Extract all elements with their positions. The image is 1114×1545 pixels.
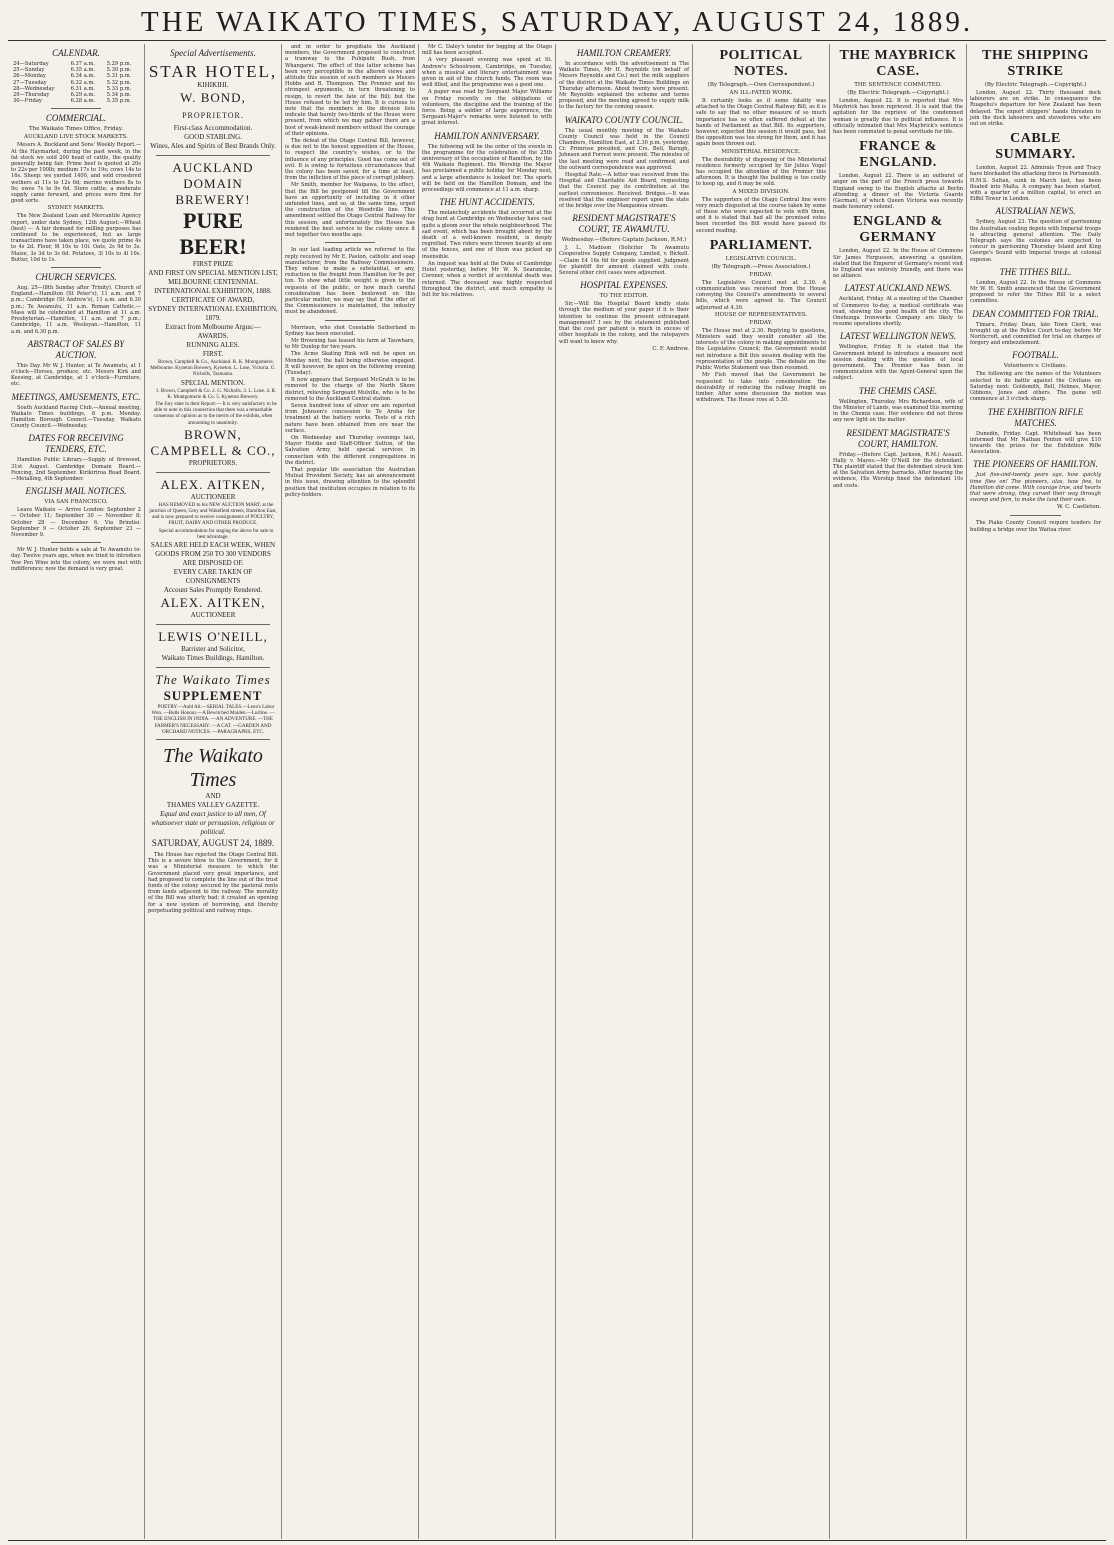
friday-label: FRIDAY. (749, 271, 773, 278)
rm-court-sub: Wednesday.—(Before Captain Jackson, R.M.) (561, 237, 687, 244)
calendar-heading: CALENDAR. (52, 48, 100, 58)
paper-note: A paper was read by Sergeant Major Williams on Friday recently on the obligations of volunteers, the discipline and the training of the force. Being a soldier of large experience, the Sergeant-Major's remarks were listened to with great interest. (422, 89, 552, 127)
column-1 (8, 44, 145, 1539)
calendar-cell: 5.29 p.m. (106, 61, 132, 67)
awards: AWARDS. (197, 332, 229, 340)
meetings-text: South Auckland Racing Club.—Annual meeting, Waikato Times buildings, 8 p.m. Monday. Hamilton Borough Council.—Tuesday. Waikato County Council.—Wednesday. (11, 404, 141, 430)
special-accommodation: Special accommodation for staging the above for sale to best advantage. (158, 527, 274, 540)
divider (156, 667, 270, 668)
aitken-ad (148, 477, 278, 620)
rm-hamilton-heading: RESIDENT MAGISTRATE'S COURT, HAMILTON. (846, 427, 950, 449)
calendar-cell: 5.33 p.m. (106, 85, 132, 92)
ministerial-text: The desirability of disposing of the Ministerial residence formerly occupied by Sir Julius Vogel has occupied the attention of the Premier this afternoon. It is thought the building is too costly to keep up, and it may be sold. (696, 156, 826, 188)
cable-text: London, August 22. Admirals Tryon and Tracy have blockaded the attacking force in Portsmouth. H.M.S. Sultan, sunk in March last, has been floated into Malta. A company has been started, with a quarter of a million capital, to erect an Eiffel Tower in London. (970, 165, 1101, 203)
germany-text: London, August 22. In the House of Commons Sir James Fergusson, answering a question, stated that the Emperor of Germany's recent visit to England was entirely friendly, and there was no alliance. (833, 248, 963, 280)
legislative-heading: LEGISLATIVE COUNCIL. (725, 255, 797, 262)
cable-heading: CABLE SUMMARY. (995, 131, 1076, 163)
hospital-sub: TO THE EDITOR. (599, 293, 649, 300)
winners-special: 1. Brown, Campbell & Co. 2. G. Nicholls. 3. L. Lose. 4. R. K. Montgomerie & Co. 5. Kyneton Brewery. (155, 387, 277, 400)
daley-note: Mr C. Daley's tender for logging at the Otago mill has been accepted. (422, 44, 552, 57)
jury-note: The Jury state in their Report:— It is very satisfactory to be able to note in this connection that there was a remarkable consensus of opinion as to the merits of the exhibits, often amounting to unanimity. (153, 401, 277, 426)
rm-hamilton-text: Friday.—(Before Capt. Jackson, R.M.) Assault. Hally v. Mayes.—Mr O'Neill for the defendant. The plaintiff stated that the defendant struck him at the Salvation Army barracks. After hearing the evidence, His Worship fined the defendant 10s and costs. (833, 451, 963, 489)
times-title: The Waikato Times (163, 745, 263, 792)
star-hotel-place: KIHIKIHI. (197, 81, 229, 89)
football-sub: Volunteers v. Civilians. (1003, 363, 1068, 370)
mixed-text: The supporters of the Otago Central line were very much disgusted at the course taken by some of those who were expected to vote with them, and it is stated that had all the promised votes been recorded the Bill would have passed its second reading. (696, 196, 826, 234)
leader-text: The House has rejected the Otago Central Bill. This is a severe blow to the Government, for it was a Ministerial measure to which the Government placed very great importance, and had proposed to complete the line out of the trust funds of the colony secured by the pastoral rents from lands adjacent to the railway. The morality of the Bill was utterly bad; it created an opening for a new system of borrowing, and thereby perpetuating political and railway rings. (148, 852, 278, 914)
calendar-row (11, 73, 141, 79)
supplement-title: The Waikato Times (155, 672, 271, 688)
maybrick-sub: THE SENTENCE COMMUTED. (854, 82, 942, 88)
brown-campbell: BROWN, CAMPBELL & CO., (150, 426, 276, 458)
rm-court-heading: RESIDENT MAGISTRATE'S COURT, TE AWAMUTU. (572, 213, 676, 235)
aitken-title-2: ALEX. AITKEN, (160, 595, 266, 611)
calendar-cell: 6.32 a.m. (70, 79, 96, 86)
creamery-text: In accordance with the advertisement in The Waikato Times, Mr H. Reynolds (on behalf of Messrs Reynolds and Co.) met the milk suppliers of the district at the Waikato Times Buildings on Thursday afternoon. About twenty were present. Mr Reynolds explained the scheme and terms proposed, and the meeting agreed to supply milk to the factory for the coming season. (559, 61, 689, 111)
closing-text: Mr W. J. Hunter holds a sale at Te Awamutu to-day. Twelve years ago, when we tried to introduce Yew Pen Wine into the colony, we were met with indifference; now the demand is very great. (11, 547, 141, 572)
chemis-heading: THE CHEMIS CASE. (858, 385, 938, 396)
political-sub: (By Telegraph.—Own Correspondent.) (707, 82, 815, 88)
auckland-heading: LATEST AUCKLAND NEWS. (844, 283, 952, 294)
rifle-heading: THE EXHIBITION RIFLE MATCHES. (987, 406, 1084, 428)
ads-heading: Special Advertisements. (170, 48, 256, 58)
masthead-rule (8, 40, 1106, 41)
acme-note: The Acme Skating Rink will not be open on Monday next, the hall being otherwise engaged. It will however, be open on the following evening (Tuesday). (285, 351, 415, 376)
date-line: SATURDAY, AUGUST 24, 1889. (151, 838, 275, 849)
maybrick-text: London, August 22. It is reported that Mrs Maybrick has been reprieved. It is said that the agitation for the reprieve of the condemned woman is greatly due to political influence. It is officially intimated that Mrs Maybrick's sentence has been commuted to penal servitude for life. (833, 98, 963, 136)
maybrick-telegraph: (By Electric Telegraph.—Copyright.) (847, 90, 949, 96)
calendar-cell: 26—Monday (13, 73, 46, 80)
motto: Equal and exact justice to all men, Of whatsoever state or persuasion, religious or political. (151, 810, 275, 837)
calendar-cell: 24—Saturday (13, 61, 49, 67)
calendar-cell: 6.29 a.m. (70, 92, 96, 99)
column-3 (282, 44, 419, 1539)
supplement-ad (148, 672, 278, 735)
calendar-cell: 28—Wednesday (13, 85, 55, 92)
column-4 (419, 44, 556, 1539)
divider (156, 624, 270, 625)
first: FIRST. (202, 350, 224, 358)
account-sales: Account Sales Promptly Rendered. (163, 586, 263, 595)
tenders-heading: DATES FOR RECEIVING TENDERS, ETC. (28, 433, 124, 455)
county-text-2: Hospital Rate.—A letter was received from the Hospital and Charitable Aid Board, requesting that the Council pay its contribution at the earliest convenience. Received. Bridges.—It was resolved that the engineer report upon the state of the bridge over the Mangaonua stream. (559, 172, 689, 210)
special-mention: SPECIAL MENTION. (181, 378, 245, 387)
calendar-cell: 5.31 p.m. (106, 73, 132, 80)
calendar-row (11, 98, 141, 104)
domain-brewery-ad (148, 160, 278, 468)
dean-heading: DEAN COMMITTED FOR TRIAL. (972, 308, 1099, 319)
hospital-signature: C. F. Andrew. (652, 345, 689, 352)
calendar-row (11, 80, 141, 86)
hamilton-anniversary-text: The following will be the order of the events in the programme for the celebration of the 25th anniversary of the occupation of Hamilton, by the 4th Waikato Regiment. His Worship the Mayor has proclaimed a public holiday for Monday next, and a large attendance is looked for. The sports will be held on the Hamilton Domain, and the proceedings will commence at 11 a.m. sharp. (422, 143, 552, 194)
calendar-cell: 27—Tuesday (13, 79, 47, 86)
divider (51, 542, 101, 543)
pioneers-signature: W. C. Castleton. (1056, 504, 1101, 511)
stabling: GOOD STABLING. (184, 133, 242, 141)
sales-notice: SALES ARE HELD EACH WEEK, WHEN GOODS FROM 250 TO 300 VENDORS ARE DISPOSED OF. (150, 541, 276, 568)
france-text: London, August 22. There is an outburst of anger on the part of the French press towards England owing to the English attache at Berlin attending a dinner of the Victoria Guards (German), of which Queen Victoria was recently made honorary colonel. (833, 173, 963, 211)
divider (325, 242, 375, 243)
divider (325, 320, 375, 321)
unfated-heading: AN ILL-FATED WORK. (729, 90, 793, 96)
legislative-sub: (By Telegraph.—Press Association.) (711, 263, 811, 270)
extract: Extract from Melbourne Argus:— (165, 323, 261, 331)
aitken-role: AUCTIONEER (190, 492, 236, 501)
reps-text-2: Mr Fish moved that the Government be requested to take into consideration the desirability of reducing the railway freight on timber. After some discussion the motion was withdrawn. The House rose at 5.30. (696, 372, 826, 404)
tithes-text: London, August 22. In the House of Commons Mr W. H. Smith announced that the Government proposed to refer the Tithes Bill to a select committee. (970, 279, 1101, 305)
melbourne-exhibition: AND FIRST ON SPECIAL MENTION LIST, MELBOURNE CENTENNIAL INTERNATIONAL EXHIBITION, 1888. (148, 269, 278, 295)
mcgrath-note: It now appears that Sergeant McGrath is to be removed to the charge of the North Shore district, relieving Sergeant Mulville, who is to be removed to the Auckland Central station. (285, 377, 415, 402)
valley-gazette: THAMES VALLEY GAZETTE. (166, 801, 260, 810)
wellington-text: Wellington, Friday. It is stated that the Government intend to introduce a measure next session dealing with the question of local government. The Premier has been in communication with the Agent-General upon the subject. (833, 344, 963, 382)
australian-text: Sydney, August 23. The question of garrisoning the Australian coaling depots with Imperial troops is attracting general attention. The Daily Telegraph says the colonies are expected to concur in garrisoning Thursday Island and King George's Sound with Imperial troops at colonial expense. (970, 219, 1101, 263)
bond-name: W. BOND, PROPRIETOR. (180, 90, 246, 120)
first-class: First-class Accommodation. (173, 124, 253, 132)
bottom-rule (8, 1540, 1106, 1541)
france-heading: FRANCE & ENGLAND. (859, 139, 937, 171)
chemis-text: Wellington, Thursday. Mrs Richardson, wife of the Minister of Lands, was examined this morning in the Chemis case. Her evidence did not throw any new light on the matter. (833, 398, 963, 424)
oneill-name: LEWIS O'NEILL, (158, 629, 268, 645)
market-report: Messrs A. Buckland and Sons' Weekly Report.—At the Haymarket, during the past week, in the fat stock we sold 200 head of cattle, the quality generally being fair. Prime beef is quoted at 20s to 22s per 100lb; medium 17s to 19s; cows 14s to 16s. Sheep: we yarded 1400, and sold crossbred wethers at 11s to 12s 6d; merino wethers 8s to 9s; ewes 7s to 9s 6d. Store cattle: a moderate supply came forward, and prices were firm for good sorts. (11, 142, 141, 205)
divider (156, 739, 270, 740)
calendar-cell: 29—Thursday (13, 92, 50, 99)
county-text: The usual monthly meeting of the Waikato County Council was held in the Council Chambers, Hamilton East, at 2.30 p.m. yesterday. Cr. Primrose presided, and Crs. Bell, Barugh, Johnson and Forrest were present. The minutes of the last meeting were read and confirmed, and the outward correspondence was approved. (559, 127, 689, 171)
leader-continued-3: Mr Smith, member for Waipawa, to the effect, that the Bill be postponed till the Government have an opportunity of including in it other unfunded lines, and so, at the same time, urged the construction of the Woodville line. This amendment settled the Otago Central Railway for this session, and unfortunately the House has rendered the best service to the colony since it met together two months ago. (285, 182, 415, 239)
running-ales: RUNNING ALES. (186, 341, 240, 349)
calendar-cell: 30—Friday (13, 98, 42, 105)
hunt-heading: THE HUNT ACCIDENTS. (439, 197, 535, 208)
divider (51, 267, 101, 268)
piako-note: The Piako County Council require tenders for building a bridge over the Waitoa river. (970, 520, 1101, 533)
leader-continued-1: and in order to propitiate the Auckland members, the Government proposed to construct a tramway to the Puhipuhi Bush, from Whangarei. The effect of this latter scheme has been very perceptible in the altered views and attitude this session of such members as Messrs Hobbs and R. Thompson. The Premier and his strongest arguments, in turn threatening to resign, to revert the fate of the Bill; but the House refused to be led by him. It is curious to note that the members in the division lists indicate that barely two-thirds of the House were present, from which we may gather there are a host of weak-kneed members without the courage of their opinions. (285, 44, 415, 137)
paston-article: In our last leading article we referred to the reply received by Mr E. Paston, catholic and soap manufacturer, from the Railway Commissioners. They refuse to make a substantial, or any, reduction in the freight from Hamilton for 9s per ton. To show what little weight is given to the requests of the public, or how much careful consideration has been bestowed on this particular matter, we may say that if the offer of the Commissioners is maintained, the industry must be abandoned. (285, 247, 415, 316)
columns (8, 44, 1106, 1539)
sydney-heading: SYDNEY MARKETS. (47, 205, 105, 212)
calendar-cell: 6.31 a.m. (70, 85, 96, 92)
hunt-text-2: An inquest was held at the Duke of Cambridge Hotel yesterday, before Mr W. N. Searancke, Coroner, when a verdict of accidental death was returned. The deceased was highly respected throughout the district, and much sympathy is felt for his relatives. (422, 260, 552, 298)
domain-brewery-title: AUCKLAND DOMAIN (172, 160, 254, 191)
dean-text: Timaru, Friday. Dean, late Town Clerk, was brought up at the Police Court to-day, before Mr Northcroft, and committed for trial on charges of forgery and embezzlement. (970, 321, 1101, 347)
meetings-heading: MEETINGS, AMUSEMENTS, ETC. (11, 391, 141, 402)
proprietors: PROPRIETORS. (188, 458, 238, 467)
reps-text: The House met at 2.30. Replying to questions, Ministers said they would consider all the interests of the colony in making appointments to the Legislative Council; the Government would not introduce a Bill this session dealing with the representation of the people. The debate on the Public Works Statement was then resumed. (696, 327, 826, 372)
tenders-text: Hamilton Public Library.—Supply of firewood, 31st August. Cambridge Domain Board.—Fencing, 2nd September. Kirikiriroa Road Board.—Metalling, 4th September. (11, 457, 141, 482)
oneill-place: Waikato Times Buildings, Hamilton. (161, 654, 265, 663)
shipping-text: London, August 22. Thirty thousand dock labourers are on strike. In consequence the Ruapehu's departure for New Zealand has been delayed. The export shippers' hands threaten to join the dock labourers and stevedores who are out on strike. (970, 90, 1101, 128)
calendar-cell: 5.32 p.m. (106, 79, 132, 86)
political-text: It certainly looks as if some fatality was attached to the Otago Central Railway Bill, as it is safe to say that no other measure of so much importance has so often suffered defeat at the hands of Parliament as that Bill. Its supporters, however, expected this session it would pass, but the opposition was too strong for them, and it has again been thrown out. (696, 98, 826, 148)
certificate: CERTIFICATE OF AWARD, (171, 296, 255, 304)
legislative-text: The Legislative Council met at 2.30. A communication was received from the House conveying the Council's amendments to several bills, which were agreed to. The Council adjourned at 4.30. (696, 279, 826, 311)
divider (156, 155, 270, 156)
mail-subheading: VIA SAN FRANCISCO. (44, 499, 108, 506)
first-prize: FIRST PRIZE (192, 260, 234, 268)
oneill-ad (148, 629, 278, 663)
star-hotel-ad (148, 62, 278, 151)
masthead-title: THE WAIKATO TIMES, SATURDAY, AUGUST 24, 1889. (140, 6, 974, 38)
star-hotel-title: STAR HOTEL, (148, 62, 278, 81)
pure-beer: PURE BEER! (179, 208, 247, 259)
silver-ore-note: Seven hundred tons of silver ore are reported from Johnson's concession to Te Aroha for treatment at the battery works. Tests of a rich nature have been obtained from ore near the surface. (285, 402, 415, 434)
calendar-cell: 5.35 p.m. (106, 98, 132, 105)
mail-heading: ENGLISH MAIL NOTICES. (25, 486, 127, 497)
calendar-cell: 6.28 a.m. (70, 98, 96, 105)
parliament-heading: PARLIAMENT. (709, 237, 813, 253)
reps-heading: HOUSE OF REPRESENTATIVES. (714, 311, 808, 318)
wellington-heading: LATEST WELLINGTON NEWS. (839, 331, 957, 342)
calendar-table (11, 61, 141, 104)
ministerial-heading: MINISTERIAL RESIDENCE. (721, 148, 801, 155)
divider (156, 472, 270, 473)
maybrick-heading: THE MAYBRICK CASE. (839, 48, 957, 79)
times-and: AND (205, 792, 221, 801)
county-heading: WAIKATO COUNTY COUNCIL. (564, 114, 684, 125)
church-heading: CHURCH SERVICES. (35, 272, 117, 283)
hospital-heading: HOSPITAL EXPENSES. (580, 280, 668, 291)
morrison-note: Morrison, who shot Constable Sutherland in Sydney has been executed. (285, 324, 415, 337)
shipping-telegraph: (By Electric Telegraph.—Copyright.) (984, 82, 1087, 88)
times-title-block (148, 744, 278, 849)
aitken-title: ALEX. AITKEN, (160, 476, 266, 492)
brewery-title: BREWERY! (175, 192, 251, 207)
mail-text: Leave Waikato — Arrive London: September 2 — October 11; September 30 — November 8; October 28 — December 6. Via Brindisi: September 9 — October 26; September 23 — November 9. (11, 507, 141, 538)
commercial-heading: COMMERCIAL. (45, 113, 107, 124)
browning-note: Mr Browning has leased his farm at Tauwhare, to Mr Dunlop for two years. (285, 337, 415, 351)
evening-note: A very pleasant evening was spent at St. Andrew's Schoolroom, Cambridge, on Tuesday, when a musical and literary entertainment was given in aid of the church funds. The room was well filled, and the programme was a good one. (422, 57, 552, 89)
rm-court-text: J. L. Madison (Solicitor Te Awamutu Cooperative Supply Company, Limited, v. Bickell.—Claim £4 16s 6d for goods supplied. Judgment for plaintiff for amount claimed with costs. Several other civil cases were adjourned. (559, 245, 689, 277)
winners-first: Brown, Campbell & Co., Auckland. R. K. Montgomerie, Melbourne. Kyneton Brewery, Kyneton. L. Lose, Victoria. G. Nicholls, Tasmania. (150, 359, 276, 378)
abstract-text: This Day. Mr W. J. Hunter, at Te Awamutu, at 1 o'clock—Horses, produce, etc. Messrs Kirk and Keesing, at Cambridge, at 1 o'clock—Furniture, etc. (11, 362, 141, 388)
friday-label-2: FRIDAY. (749, 319, 773, 326)
creamery-heading: HAMILTON CREAMERY. (576, 48, 672, 58)
market-heading: AUCKLAND LIVE STOCK MARKETS. (24, 134, 128, 141)
amp-note: That popular life association the Australian Mutual Provident Society, has an announcement in this issue, drawing attention to the splendid position that institution occupies in relation to its policy-holders. (285, 467, 415, 498)
aitken-role-2: AUCTIONEER (190, 611, 236, 620)
divider (1010, 515, 1061, 516)
every-care: EVERY CARE TAKEN OF CONSIGNMENTS (173, 568, 253, 586)
shipping-heading: THE SHIPPING STRIKE (982, 48, 1089, 79)
salvation-note: On Wednesday and Thursday evenings last, Mayor Holdie and Staff-Officer Sutton, of the Salvation Army, held special services in connection with the different congregations in the district. (285, 434, 415, 466)
church-text: Aug. 25—(8th Sunday after Trinity). Church of England.—Hamilton (St Peter's), 11 a.m. and 7 p.m.; Cambridge (St Andrew's), 11 a.m. and 6.30 p.m.; Te Awamutu, 11 a.m. Roman Catholic.—Mass will be celebrated at Hamilton at 11 a.m. Presbyterian.—Hamilton, 11 a.m. and 7 p.m.; Cambridge, 11 a.m. Wesleyan.—Hamilton, 11 a.m. and 6.30 p.m. (11, 285, 141, 335)
column-5 (556, 44, 693, 1539)
supplement-contents: POETRY.—Auld Ail.—SERIAL TALES.—Leon's Labor Won. —Bulls Honour.—A Bewitched Maiden.—Lurline. —THE ENGLISH IN INDIA. —AN ADVENTURE. —THE FARMER'S NECESSARY. —A CAT. —GARDEN AND ORCHARD NOTICES. —PARAGRAPHS, ETC. (151, 704, 275, 735)
hospital-text: Sir,—Will the Hospital Board kindly state through the medium of your paper if it is their intention to continue the present extravagant management? I see by the statement published that the cost per patient is much in excess of other hospitals in the colony, and the ratepayers will want to know why. (559, 301, 689, 345)
sydney-exhibition: SYDNEY INTERNATIONAL EXHIBITION, 1879. (148, 305, 278, 322)
australian-heading: AUSTRALIAN NEWS. (995, 206, 1076, 217)
political-heading: POLITICAL NOTES. (719, 48, 803, 79)
column-6 (693, 44, 830, 1539)
rifle-text: Dunedin, Friday. Capt. Whitehead has been informed that Mr Nathan Fenton will give £10 towards the prizes for the Exhibition Rifle Association. (970, 430, 1101, 456)
calendar-cell: 5.30 p.m. (106, 67, 132, 74)
oneill-role: Barrister and Solicitor, (181, 645, 245, 654)
calendar-cell: 25—Sunday (13, 67, 45, 74)
football-text: The following are the names of the Volunteers selected to do battle against the Civilians on Saturday next: Goldsmith, Bell, Holmes, Mayor, Gibbons, Jones and others. The game will commence at 3 o'clock sharp. (970, 371, 1101, 403)
column-7 (830, 44, 967, 1539)
wines: Wines, Ales and Spirits of Best Brands Only. (150, 142, 276, 150)
supplement-label: SUPPLEMENT (163, 688, 263, 704)
sydney-report: The New Zealand Loan and Mercantile Agency report, under date Sydney, 12th August:—Wheat (best) — A fair demand for milling purposes has continued to be experienced, but as large transactions have taken place, we quote prime 4s to 4s 2d. Flour, 9l 10s to 10l. Oats, 2s 9d to 3s. Maize, 3s 3d to 3s 6d. Potatoes, 3l 10s to 4l 10s. Butter, 10d to 1s. (11, 213, 141, 263)
calendar-cell: 6.34 a.m. (70, 73, 96, 80)
pioneers-poem: Just five-and-twenty years ago, how quickly time flies on! The pioneers, alas, how few, to Hamilton did come. With courage true, and hearts that were strong, they carved their way through swamp and fern, to make the land their own. (970, 472, 1101, 504)
football-heading: FOOTBALL. (1012, 350, 1059, 361)
divider (51, 108, 101, 109)
aitken-text: HAS REMOVED to his NEW AUCTION MART, at the junction of Queen, Grey and Wakefield streets, Hamilton East, and is now prepared to receive consignments of POULTRY, FRUIT, DAIRY AND OTHER PRODUCE. (149, 501, 277, 527)
commercial-subheading: The Waikato Times Office, Friday. (29, 126, 123, 133)
calendar-cell: 6.35 a.m. (70, 67, 96, 74)
germany-heading: ENGLAND & GERMANY (853, 214, 943, 246)
hunt-text: The melancholy accidents that occurred at the drag hunt at Cambridge on Wednesday have cast quite a gloom over the whole neighbourhood. The sad event, which has been brought about by the death of a well-known resident, is deeply regretted. Two riders were thrown heavily at one of the fences, and one of them was picked up insensible. (422, 210, 552, 260)
hamilton-anniversary-heading: HAMILTON ANNIVERSARY. (434, 130, 540, 141)
tithes-heading: THE TITHES BILL. (999, 266, 1072, 277)
column-2 (145, 44, 282, 1539)
pioneers-heading: THE PIONEERS OF HAMILTON. (973, 459, 1098, 470)
calendar-cell: 6.37 a.m. (70, 61, 96, 67)
column-8 (967, 44, 1104, 1539)
auckland-text: Auckland, Friday. At a meeting of the Chamber of Commerce to-day, a medical certificate was read, showing the good health of the city. The Onehunga Ironworks Company are likely to resume operations shortly. (833, 296, 963, 328)
leader-continued-2: The defeat of the Otago Central Bill, however, is due not to the honest opposition of the House, to respect the country's wishes, or to the influence of any principles. Good has come out of evil. It is owing to fortuitous circumstances that the colony has been saved, for a time at least, from the infliction of this piece of corrupt jobbery. (285, 138, 415, 182)
calendar-cell: 5.34 p.m. (106, 92, 132, 99)
abstract-heading: ABSTRACT OF SALES BY AUCTION. (27, 338, 125, 360)
mixed-heading: A MIXED DIVISION. (732, 188, 790, 195)
